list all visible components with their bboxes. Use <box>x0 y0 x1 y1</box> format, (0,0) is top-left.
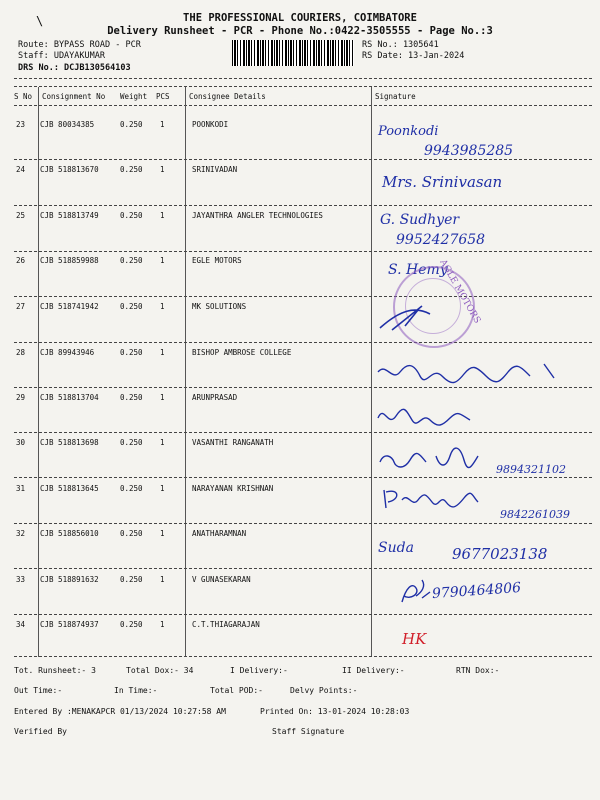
row-divider <box>14 342 592 343</box>
row-consignment: CJB 518741942 <box>40 302 99 311</box>
row-divider <box>14 477 592 478</box>
row-pcs: 1 <box>160 438 165 447</box>
row-divider <box>14 251 592 252</box>
row-pcs: 1 <box>160 575 165 584</box>
row-consignment: CJB 518813645 <box>40 484 99 493</box>
column-line <box>38 87 39 657</box>
signature-phone-23: 9943985285 <box>424 143 514 159</box>
signature-scribble-33 <box>396 576 436 606</box>
verified-by: Verified By <box>14 727 67 736</box>
entered-by: Entered By :MENAKAPCR 01/13/2024 10:27:58 AM <box>14 707 226 716</box>
row-divider <box>14 205 592 206</box>
row-pcs: 1 <box>160 348 165 357</box>
i-delivery: I Delivery:- <box>230 666 288 675</box>
row-sno: 31 <box>16 484 26 493</box>
row-sno: 32 <box>16 529 26 538</box>
runsheet-subtitle: Delivery Runsheet - PCR - Phone No.:0422-3505555 - Page No.:3 <box>107 25 493 37</box>
row-weight: 0.250 <box>120 211 143 220</box>
row-divider <box>14 387 592 388</box>
signature-row-24: Mrs. Srinivasan <box>382 173 503 191</box>
row-pcs: 1 <box>160 302 165 311</box>
row-sno: 28 <box>16 348 26 357</box>
row-sno: 30 <box>16 438 26 447</box>
row-sno: 33 <box>16 575 26 584</box>
row-consignment: CJB 518874937 <box>40 620 99 629</box>
col-header-pcs: PCS <box>156 92 170 101</box>
row-consignee: MK SOLUTIONS <box>192 302 247 311</box>
row-pcs: 1 <box>160 484 165 493</box>
row-divider <box>14 568 592 569</box>
route-label: Route: BYPASS ROAD - PCR <box>18 40 141 50</box>
row-pcs: 1 <box>160 120 165 129</box>
row-weight: 0.250 <box>120 393 143 402</box>
rs-number: RS No.: 1305641 <box>362 40 439 50</box>
signature-phone-25: 9952427658 <box>396 232 486 248</box>
total-pod: Total POD:- <box>210 686 263 695</box>
signature-scribble-31 <box>378 484 488 512</box>
company-name: THE PROFESSIONAL COURIERS, COIMBATORE <box>183 12 417 24</box>
signature-phone-31: 9842261039 <box>500 508 570 521</box>
row-weight: 0.250 <box>120 529 143 538</box>
row-sno: 26 <box>16 256 26 265</box>
row-consignment: CJB 518813670 <box>40 165 99 174</box>
row-consignment: CJB 518856010 <box>40 529 99 538</box>
row-weight: 0.250 <box>120 575 143 584</box>
row-pcs: 1 <box>160 529 165 538</box>
staff-signature-label: Staff Signature <box>272 727 345 736</box>
row-weight: 0.250 <box>120 484 143 493</box>
divider <box>14 78 592 79</box>
col-header-sno: S No <box>14 92 33 101</box>
signature-row-34: HK <box>402 630 427 648</box>
row-consignment: CJB 89943946 <box>40 348 95 357</box>
row-consignee: NARAYANAN KRISHNAN <box>192 484 274 493</box>
signature-row-25: G. Sudhyer <box>380 212 460 228</box>
row-weight: 0.250 <box>120 256 143 265</box>
signature-row-32: Suda <box>378 540 414 556</box>
row-pcs: 1 <box>160 393 165 402</box>
row-consignee: VASANTHI RANGANATH <box>192 438 274 447</box>
row-weight: 0.250 <box>120 302 143 311</box>
row-sno: 27 <box>16 302 26 311</box>
signature-phone-30: 9894321102 <box>496 463 566 476</box>
row-consignment: CJB 80034385 <box>40 120 95 129</box>
signature-scribble-28 <box>374 356 574 386</box>
in-time: In Time:- <box>114 686 158 695</box>
corner-mark: \ <box>36 14 44 28</box>
row-weight: 0.250 <box>120 438 143 447</box>
rs-date: RS Date: 13-Jan-2024 <box>362 51 465 61</box>
drs-number: DRS No.: DCJB130564103 <box>18 63 131 73</box>
total-runsheet: Tot. Runsheet:- 3 <box>14 666 96 675</box>
row-weight: 0.250 <box>120 165 143 174</box>
row-consignee: V GUNASEKARAN <box>192 575 251 584</box>
row-consignment: CJB 518891632 <box>40 575 99 584</box>
row-sno: 34 <box>16 620 26 629</box>
row-consignee: POONKODI <box>192 120 229 129</box>
row-sno: 25 <box>16 211 26 220</box>
document-title <box>0 12 600 38</box>
row-consignee: C.T.THIAGARAJAN <box>192 620 260 629</box>
signature-phone-32: 9677023138 <box>452 545 548 563</box>
signature-scribble-30 <box>376 446 496 472</box>
row-pcs: 1 <box>160 165 165 174</box>
row-divider <box>14 159 592 160</box>
row-weight: 0.250 <box>120 120 143 129</box>
column-line <box>371 87 372 657</box>
row-pcs: 1 <box>160 256 165 265</box>
row-pcs: 1 <box>160 211 165 220</box>
col-header-consignment: Consignment No <box>42 92 106 101</box>
col-header-signature: Signature <box>375 92 416 101</box>
divider <box>14 86 592 87</box>
row-consignee: ARUNPRASAD <box>192 393 238 402</box>
row-consignee: JAYANTHRA ANGLER TECHNOLOGIES <box>192 211 323 220</box>
row-weight: 0.250 <box>120 348 143 357</box>
row-divider <box>14 432 592 433</box>
signature-row-26: S. Hemy <box>388 262 448 278</box>
signature-phone-33: 9790464806 <box>431 579 522 603</box>
delvy-points: Delvy Points:- <box>290 686 358 695</box>
total-dox: Total Dox:- 34 <box>126 666 194 675</box>
signature-scribble-27 <box>370 300 460 336</box>
row-sno: 29 <box>16 393 26 402</box>
row-weight: 0.250 <box>120 620 143 629</box>
barcode-image <box>232 40 354 66</box>
rtn-dox: RTN Dox:- <box>456 666 500 675</box>
signature-row-23: Poonkodi <box>378 124 439 139</box>
staff-label: Staff: UDAYAKUMAR <box>18 51 105 61</box>
row-consignment: CJB 518859988 <box>40 256 99 265</box>
row-consignee: SRINIVADAN <box>192 165 238 174</box>
row-consignment: CJB 518813749 <box>40 211 99 220</box>
ii-delivery: II Delivery:- <box>342 666 405 675</box>
row-consignment: CJB 518813704 <box>40 393 99 402</box>
row-consignee: ANATHARAMNAN <box>192 529 247 538</box>
row-pcs: 1 <box>160 620 165 629</box>
col-header-consignee: Consignee Details <box>189 92 266 101</box>
table-bottom-divider <box>14 656 592 657</box>
header-divider <box>14 105 592 106</box>
printed-on: Printed On: 13-01-2024 10:28:03 <box>260 707 410 716</box>
row-divider <box>14 296 592 297</box>
signature-scribble-29 <box>374 400 484 426</box>
column-line <box>185 87 186 657</box>
row-consignee: BISHOP AMBROSE COLLEGE <box>192 348 292 357</box>
row-sno: 23 <box>16 120 26 129</box>
row-divider <box>14 523 592 524</box>
col-header-weight: Weight <box>120 92 148 101</box>
out-time: Out Time:- <box>14 686 63 695</box>
row-sno: 24 <box>16 165 26 174</box>
row-divider <box>14 614 592 615</box>
row-consignment: CJB 518813698 <box>40 438 99 447</box>
row-consignee: EGLE MOTORS <box>192 256 242 265</box>
stamp-text: AGLE MOTORS <box>437 258 483 326</box>
